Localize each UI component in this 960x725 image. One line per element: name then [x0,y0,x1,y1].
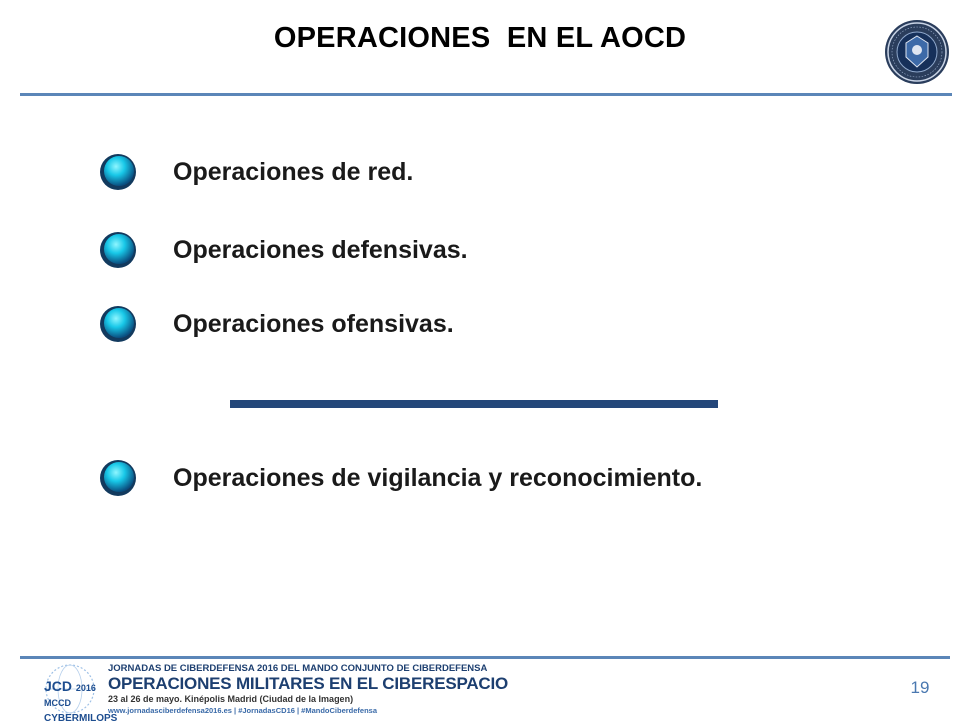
brand-main: JCD [44,678,73,694]
bullet-item-vigilancia [98,458,702,498]
bullet-text: Operaciones ofensivas. [173,309,454,338]
orb-bullet-icon [98,152,138,192]
bullet-item-ofensivas [98,304,454,344]
header-divider [20,93,952,96]
bullet-text: Operaciones de red. [173,157,414,186]
footer-brand [44,680,117,725]
footer-event-title: OPERACIONES MILITARES EN EL CIBERESPACIO [108,674,509,693]
bullet-text: Operaciones defensivas. [173,235,468,264]
orb-bullet-icon [98,458,138,498]
page-number: 19 [910,678,930,697]
bullet-text: Operaciones de vigilancia y reconocimiento. [173,463,703,492]
footer-event-line: JORNADAS DE CIBERDEFENSA 2016 DEL MANDO CONJUNTO DE CIBERDEFENSA [108,663,488,674]
footer-event-links: www.jornadasciberdefensa2016.es | #JornadasCD16 | #MandoCiberdefensa [108,706,378,715]
slide-title: OPERACIONES EN EL AOCD [273,22,687,54]
orb-bullet-icon [98,230,138,270]
brand-name: CYBERMILOPS [44,713,118,724]
brand-year: 2016 [75,683,96,693]
footer-event-date: 23 al 26 de mayo. Kinépolis Madrid (Ciudad de la Imagen) [108,694,354,704]
bullet-item-red [98,152,413,192]
section-separator [230,400,718,408]
brand-sub: MCCD [44,698,71,708]
emblem-seal-icon [884,19,950,85]
orb-bullet-icon [98,304,138,344]
bullet-item-defensivas [98,230,468,270]
footer-divider [20,656,950,659]
